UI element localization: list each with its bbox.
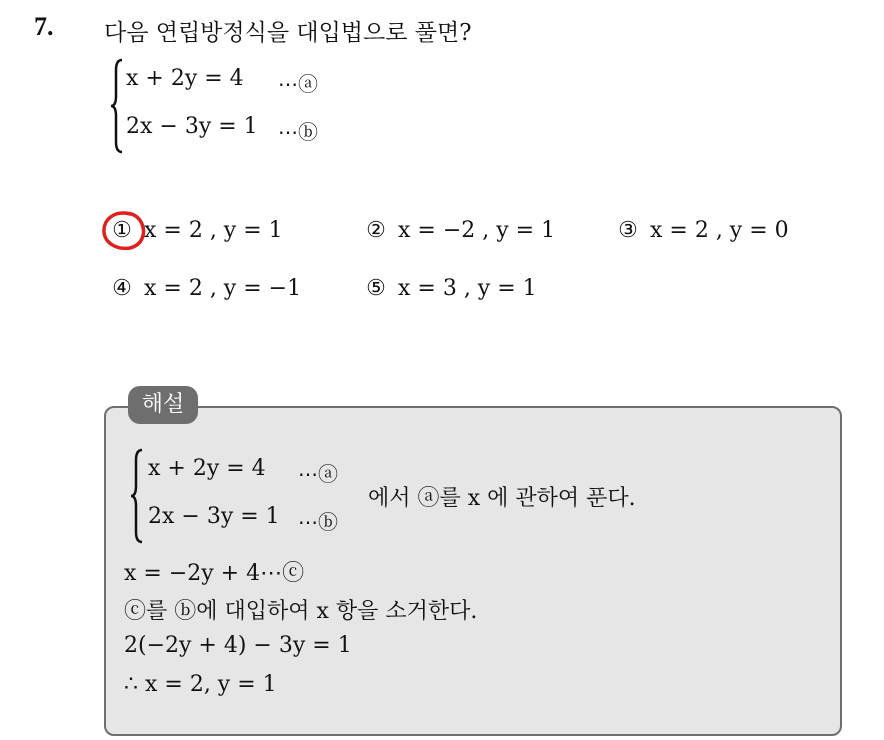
equation-b [126,114,258,139]
equation-a-mark: ⋯ⓐ [278,72,318,96]
solution-equation-a: x + 2y = 4 [148,456,266,481]
solution-equation-b-mark: ⋯ⓑ [298,510,338,534]
choice-4-number: ④ [112,276,132,301]
choice-5-text: x = 3 , y = 1 [398,276,537,301]
choice-3-number: ③ [618,218,638,243]
choice-3-text: x = 2 , y = 0 [650,218,789,243]
solution-line-4: ∴ x = 2, y = 1 [124,672,277,697]
choice-4[interactable] [110,276,301,301]
question-number: 7. [34,12,54,41]
solution-tag: 해설 [128,386,198,424]
choice-1-text: x = 2 , y = 1 [144,218,283,243]
answer-mark-circle-icon [100,208,148,254]
choice-3[interactable] [616,218,789,243]
choice-4-text: x = 2 , y = −1 [144,276,302,301]
equation-b-mark: ⋯ⓑ [278,120,318,144]
solution-equation-system [130,448,370,544]
choice-1-number: ① [112,218,132,243]
equation-a-text: x + 2y = 4 [126,66,244,91]
solution-line-3: 2(−2y + 4) − 3y = 1 [124,633,352,658]
choice-2-text: x = −2 , y = 1 [398,218,556,243]
choice-2[interactable] [364,218,555,243]
solution-equation-a-mark: ⋯ⓐ [298,462,338,486]
brace-icon [110,58,124,154]
solution-line-2: ⓒ를 ⓑ에 대입하여 x 항을 소거한다. [124,599,478,624]
question-equation-system [110,58,370,154]
equation-b-text: 2x − 3y = 1 [126,114,258,139]
question-text: 다음 연립방정식을 대입법으로 풀면? [104,20,472,46]
choice-2-number: ② [366,218,386,243]
solution-system-note: 에서 ⓐ를 x 에 관하여 푼다. [368,486,636,511]
solution-line-1: x = −2y + 4⋯ⓒ [124,561,305,586]
choice-5-number: ⑤ [366,276,386,301]
brace-icon [130,448,144,544]
choice-5[interactable] [364,276,537,301]
equation-a [126,66,244,91]
solution-equation-b: 2x − 3y = 1 [148,504,280,529]
